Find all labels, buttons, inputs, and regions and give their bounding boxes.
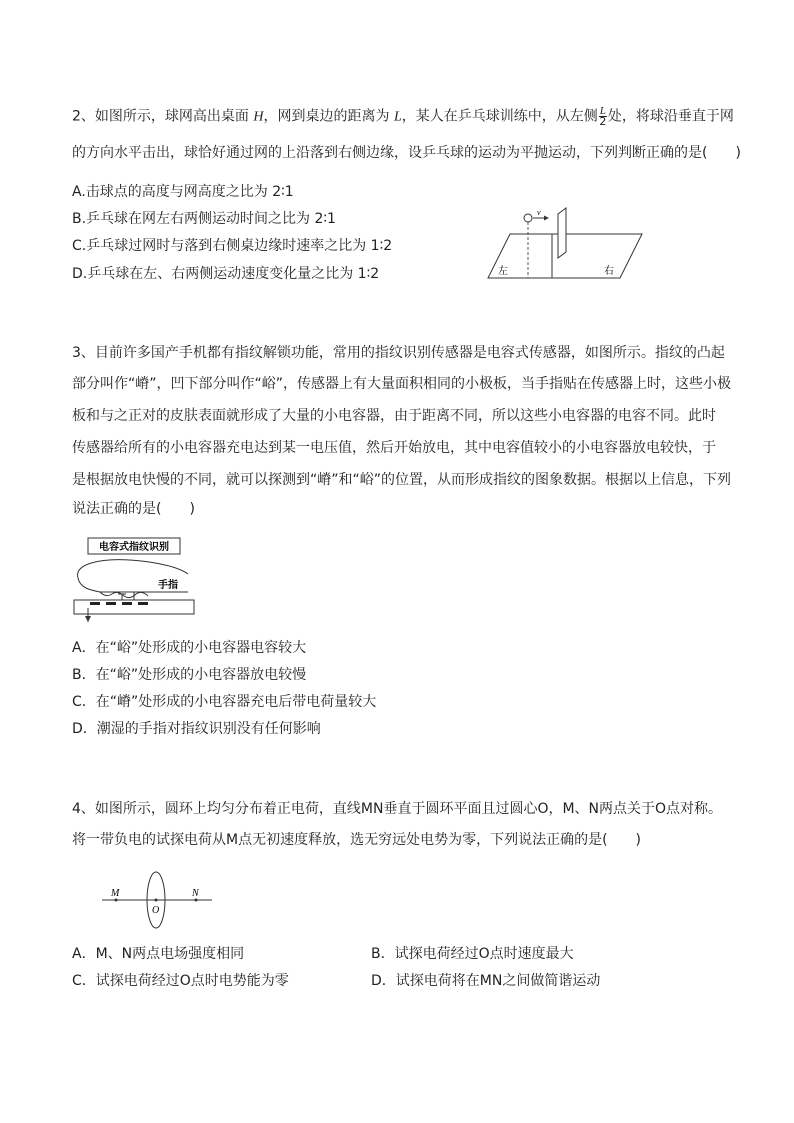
q3-option-c: C．在“嵴”处形成的小电容器充电后带电荷量较大 <box>72 694 377 710</box>
q4-option-a: A．M、N两点电场强度相同 <box>72 946 245 962</box>
velocity-label: v <box>537 208 541 217</box>
q3-line-5: 是根据放电快慢的不同，就可以探测到“嵴”和“峪”的位置，从而形成指纹的图象数据。根据以上信息，下列 <box>72 472 732 488</box>
center-o <box>155 899 158 902</box>
q2-option-c: C.乒乓球过网时与落到右侧桌边缘时速率之比为 1∶2 <box>72 238 393 254</box>
fingerprint-sensor-figure <box>70 536 200 624</box>
q3-option-d: D．潮湿的手指对指纹识别没有任何影响 <box>72 721 321 737</box>
q3-line-2: 部分叫作“嵴”，凹下部分叫作“峪”，传感器上有大量面积相同的小极板，当手指贴在传感器上时，这些小极 <box>72 376 732 392</box>
finger-top <box>78 560 188 578</box>
sensor-plate-2 <box>106 602 116 605</box>
finger-label: 手指 <box>158 580 178 591</box>
sensor-title: 电容式指纹识别 <box>99 542 169 553</box>
q2-L: L <box>393 109 402 125</box>
sensor-plate-1 <box>90 602 100 605</box>
q2-option-a: A.击球点的高度与网高度之比为 2∶1 <box>72 184 294 200</box>
sensor-plate-4 <box>138 602 148 605</box>
ball <box>524 214 532 222</box>
label-n: N <box>192 888 199 899</box>
q2-text-c: ，某人在乒乓球训练中，从左侧 <box>401 108 598 125</box>
q4-option-c: C．试探电荷经过O点时电势能为零 <box>72 973 289 989</box>
right-label: 右 <box>604 266 614 277</box>
label-m: M <box>111 888 120 899</box>
sensor-plate-3 <box>122 602 132 605</box>
q2-option-d: D.乒乓球在左、右两侧运动速度变化量之比为 1∶2 <box>72 266 380 282</box>
q2-H: H <box>253 109 264 125</box>
velocity-arrowhead <box>544 216 549 221</box>
q4-option-b: B．试探电荷经过O点时速度最大 <box>371 946 574 962</box>
sensor-lead-arrow <box>85 616 91 622</box>
net <box>558 208 566 258</box>
q3-line-6: 说法正确的是( ) <box>72 501 195 517</box>
q3-option-b: B．在“峪”处形成的小电容器放电较慢 <box>72 667 307 683</box>
label-o: O <box>152 905 160 916</box>
q3-line-3: 板和与之正对的皮肤表面就形成了大量的小电容器，由于距离不同，所以这些小电容器的电容不同。此时 <box>72 408 716 424</box>
q2-fraction <box>599 106 607 127</box>
q2-line-2: 的方向水平击出，球恰好通过网的上沿落到右侧边缘，设乒乓球的运动为平抛运动，下列判断正确的是( ) <box>72 145 741 161</box>
q2-text-b: ，网到桌边的距离为 <box>263 108 390 125</box>
q3-line-4: 传感器给所有的小电容器充电达到某一电压值，然后开始放电，其中电容值较小的小电容器放电较快，于 <box>72 440 716 456</box>
table-tennis-figure <box>480 206 650 284</box>
q4-line-2: 将一带负电的试探电荷从M点无初速度释放，选无穷远处电势为零，下列说法正确的是( ) <box>72 832 642 848</box>
fingerprint-ridges <box>100 592 148 598</box>
ring-figure <box>100 868 216 930</box>
q2-frac-den: 2 <box>599 115 607 128</box>
q2-text-a: 如图所示，球网高出桌面 <box>94 108 249 125</box>
q4-option-d: D．试探电荷将在MN之间做简谐运动 <box>371 973 601 989</box>
q2-frac-num: L <box>599 105 606 117</box>
q2-number: 2、 <box>72 108 95 125</box>
left-label: 左 <box>498 266 508 277</box>
q3-line-1: 3、目前许多国产手机都有指纹解锁功能，常用的指纹识别传感器是电容式传感器，如图所示。指纹的凸起 <box>72 345 725 361</box>
q4-line-1: 4、如图所示，圆环上均匀分布着正电荷，直线MN垂直于圆环平面且过圆心O，M、N两点关于O点对称。 <box>72 801 723 817</box>
q3-option-a: A．在“峪”处形成的小电容器电容较大 <box>72 640 307 656</box>
q2-line-1 <box>72 106 734 128</box>
q2-text-d: 处，将球沿垂直于网 <box>607 108 734 125</box>
q2-option-b: B.乒乓球在网左右两侧运动时间之比为 2∶1 <box>72 211 336 227</box>
